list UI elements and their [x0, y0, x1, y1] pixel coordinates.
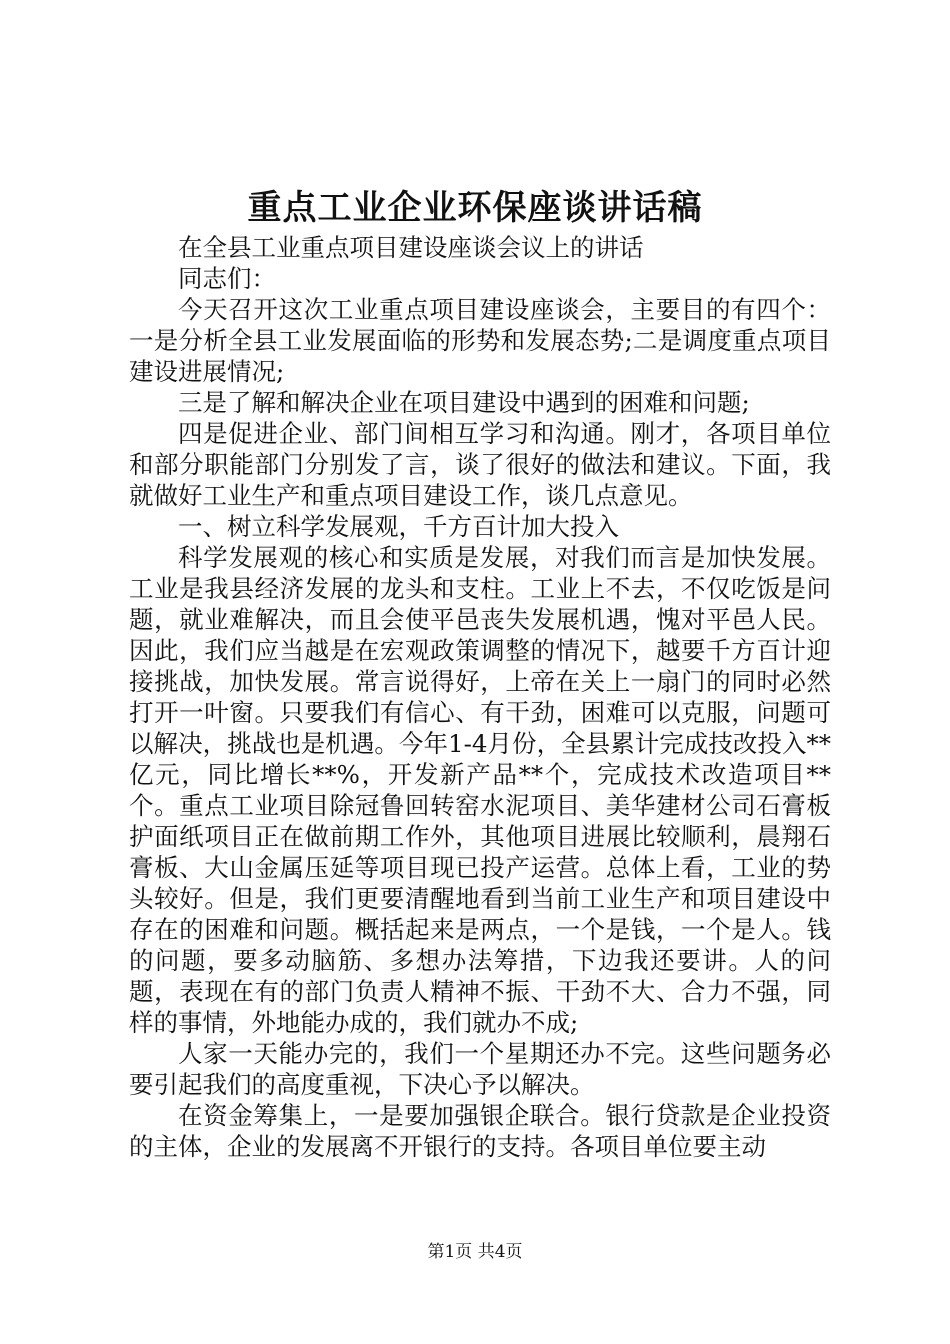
body-paragraph: 三是了解和解决企业在项目建设中遇到的困难和问题; [178, 388, 750, 417]
document-title: 重点工业企业环保座谈讲话稿 [247, 188, 703, 228]
page-number-footer: 第1页 共4页 [427, 1242, 523, 1262]
body-paragraph: 在资金筹集上，一是要加强银企联合。银行贷款是企业投资的主体，企业的发展离不开银行的支持。各项目单位要主动 [129, 1101, 831, 1161]
document-body [129, 232, 831, 1162]
body-paragraph: 人家一天能办完的，我们一个星期还办不完。这些问题务必要引起我们的高度重视，下决心予以解决。 [129, 1039, 831, 1099]
body-paragraph: 今天召开这次工业重点项目建设座谈会，主要目的有四个：一是分析全县工业发展面临的形势和发展态势;二是调度重点项目建设进展情况; [129, 295, 831, 386]
body-paragraph: 四是促进企业、部门间相互学习和沟通。刚才，各项目单位和部分职能部门分别发了言，谈了很好的做法和建议。下面，我就做好工业生产和重点项目建设工作，谈几点意见。 [129, 419, 831, 510]
section-heading: 一、树立科学发展观，千方百计加大投入 [178, 512, 619, 541]
body-paragraph: 科学发展观的核心和实质是发展，对我们而言是加快发展。工业是我县经济发展的龙头和支柱。工业上不去，不仅吃饭是问题，就业难解决，而且会使平邑丧失发展机遇，愧对平邑人民。因此，我们应当越是在宏观政策调整的情况下，越要千方百计迎接挑战，加快发展。常言说得好，上帝在关上一扇门的同时必然打开一叶窗。只要我们有信心、有干劲，困难可以克服，问题可以解决，挑战也是机遇。今年1-4月份，全县累计完成技改投入**亿元，同比增长**%，开发新产品**个，完成技术改造项目**个。重点工业项目除冠鲁回转窑水泥项目、美华建材公司石膏板护面纸项目正在做前期工作外，其他项目进展比较顺利，晨翔石膏板、大山金属压延等项目现已投产运营。总体上看，工业的势头较好。但是，我们更要清醒地看到当前工业生产和项目建设中存在的困难和问题。概括起来是两点，一个是钱，一个是人。钱的问题，要多动脑筋、多想办法筹措，下边我还要讲。人的问题，表现在有的部门负责人精神不振、干劲不大、合力不强，同样的事情，外地能办成的，我们就办不成; [129, 543, 831, 1037]
salutation: 同志们： [178, 264, 276, 293]
speech-subtitle: 在全县工业重点项目建设座谈会议上的讲话 [178, 233, 644, 262]
